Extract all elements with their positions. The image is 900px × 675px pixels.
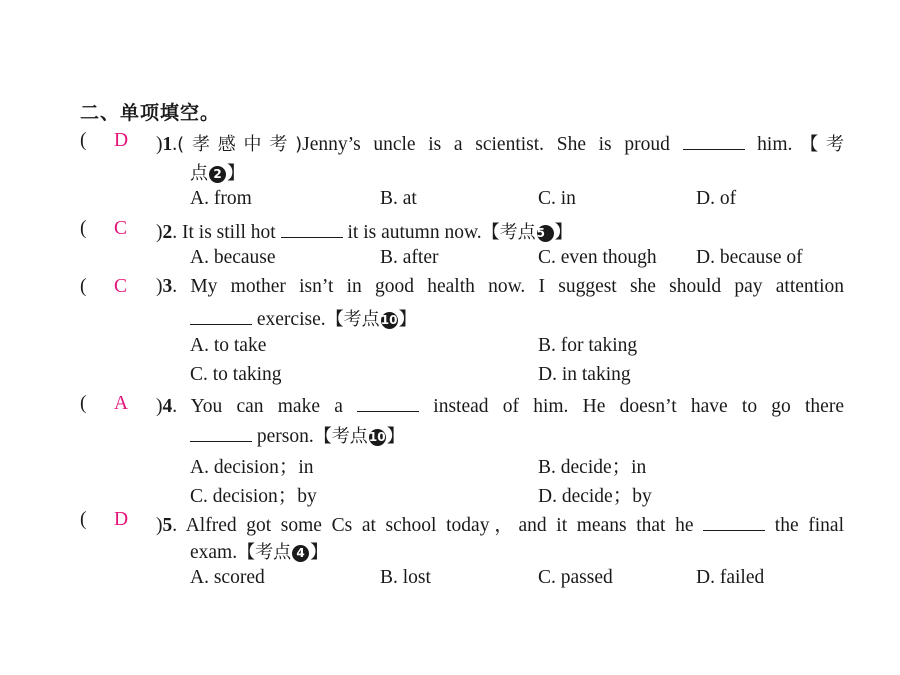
- section-title: 二、单项填空。: [80, 102, 221, 124]
- kaodian-number-icon: 4: [292, 545, 309, 562]
- answer-blank: [703, 512, 765, 531]
- question-4-options-row-1: [0, 451, 900, 479]
- question-number: 5: [162, 515, 173, 536]
- question-number: 2: [162, 222, 173, 243]
- answer-2: C: [114, 218, 128, 239]
- option-d: D. because of: [696, 247, 803, 268]
- option-d: D. of: [696, 188, 737, 209]
- question-1-options: [0, 188, 900, 216]
- question-number: 4: [162, 396, 173, 417]
- option-d: D. failed: [696, 567, 765, 588]
- option-a: A. because: [190, 247, 276, 268]
- answer-blank: [190, 423, 252, 442]
- question-4-line-2: person.【考点10】: [0, 422, 900, 450]
- question-2-options: [0, 247, 900, 275]
- answer-1: D: [114, 130, 129, 151]
- answer-blank: [683, 131, 745, 150]
- paren-left: (: [80, 218, 87, 239]
- answer-4: A: [114, 393, 129, 414]
- kaodian-number-icon: 10: [380, 313, 398, 327]
- kaodian-number-icon: 10: [368, 430, 386, 444]
- answer-blank: [190, 306, 252, 325]
- option-b: B. decide；in: [538, 457, 647, 478]
- option-b: B. at: [380, 188, 417, 209]
- question-number: 3: [162, 276, 173, 297]
- option-c: C. passed: [538, 567, 613, 588]
- question-2-line-1: [0, 218, 900, 246]
- paren-left: (: [80, 130, 87, 151]
- option-a: A. to take: [190, 335, 267, 356]
- question-5-line-2: exam.【考点 4 】: [190, 542, 329, 563]
- paren-left: (: [80, 509, 87, 530]
- question-number: 1: [162, 134, 173, 155]
- option-d: D. in taking: [538, 364, 631, 385]
- option-b: B. lost: [380, 567, 431, 588]
- answer-blank: [357, 393, 419, 412]
- question-3-line-2: exercise.【考点10】: [0, 305, 900, 333]
- option-c: C. in: [538, 188, 576, 209]
- question-5-text: )5. Alfred got some Cs at school today，and it means that he the final: [156, 509, 844, 537]
- question-3-line-1: [0, 276, 900, 304]
- option-c: C. even though: [538, 247, 657, 268]
- kaodian-number-icon: 5: [537, 225, 554, 242]
- answer-3: C: [114, 276, 128, 297]
- question-3-options-row-2: [0, 364, 900, 392]
- question-4-options-row-2: [0, 480, 900, 508]
- question-1-text: )1.(孝感中考)Jenny’s uncle is a scientist. She is proud him.【考: [156, 130, 844, 156]
- question-5-options: [0, 567, 900, 595]
- question-3-text: )3. My mother isn’t in good health now. I suggest she should pay attention: [156, 276, 844, 297]
- option-a: A. from: [190, 188, 252, 209]
- option-a: A. scored: [190, 567, 265, 588]
- kaodian-number-icon: 2: [209, 166, 226, 183]
- question-3-options-row-1: [0, 335, 900, 363]
- question-5-line-1: [0, 509, 900, 537]
- option-c: C. decision；by: [190, 486, 317, 507]
- answer-blank: [281, 219, 343, 238]
- question-1-line-2: 点 2 】: [190, 163, 245, 184]
- option-a: A. decision；in: [190, 457, 314, 478]
- question-2-text: )2. It is still hot it is autumn now.【考点5 】: [156, 218, 844, 244]
- question-1-line-1: [0, 130, 900, 158]
- option-c: C. to taking: [190, 364, 282, 385]
- question-4-text: )4. You can make a instead of him. He doesn’t have to go there: [156, 393, 844, 418]
- option-d: D. decide；by: [538, 486, 652, 507]
- paren-left: (: [80, 393, 87, 414]
- option-b: B. after: [380, 247, 439, 268]
- answer-5: D: [114, 509, 129, 530]
- question-source: (孝感中考): [177, 134, 303, 155]
- option-b: B. for taking: [538, 335, 638, 356]
- question-4-line-1: [0, 393, 900, 421]
- paren-left: (: [80, 276, 87, 297]
